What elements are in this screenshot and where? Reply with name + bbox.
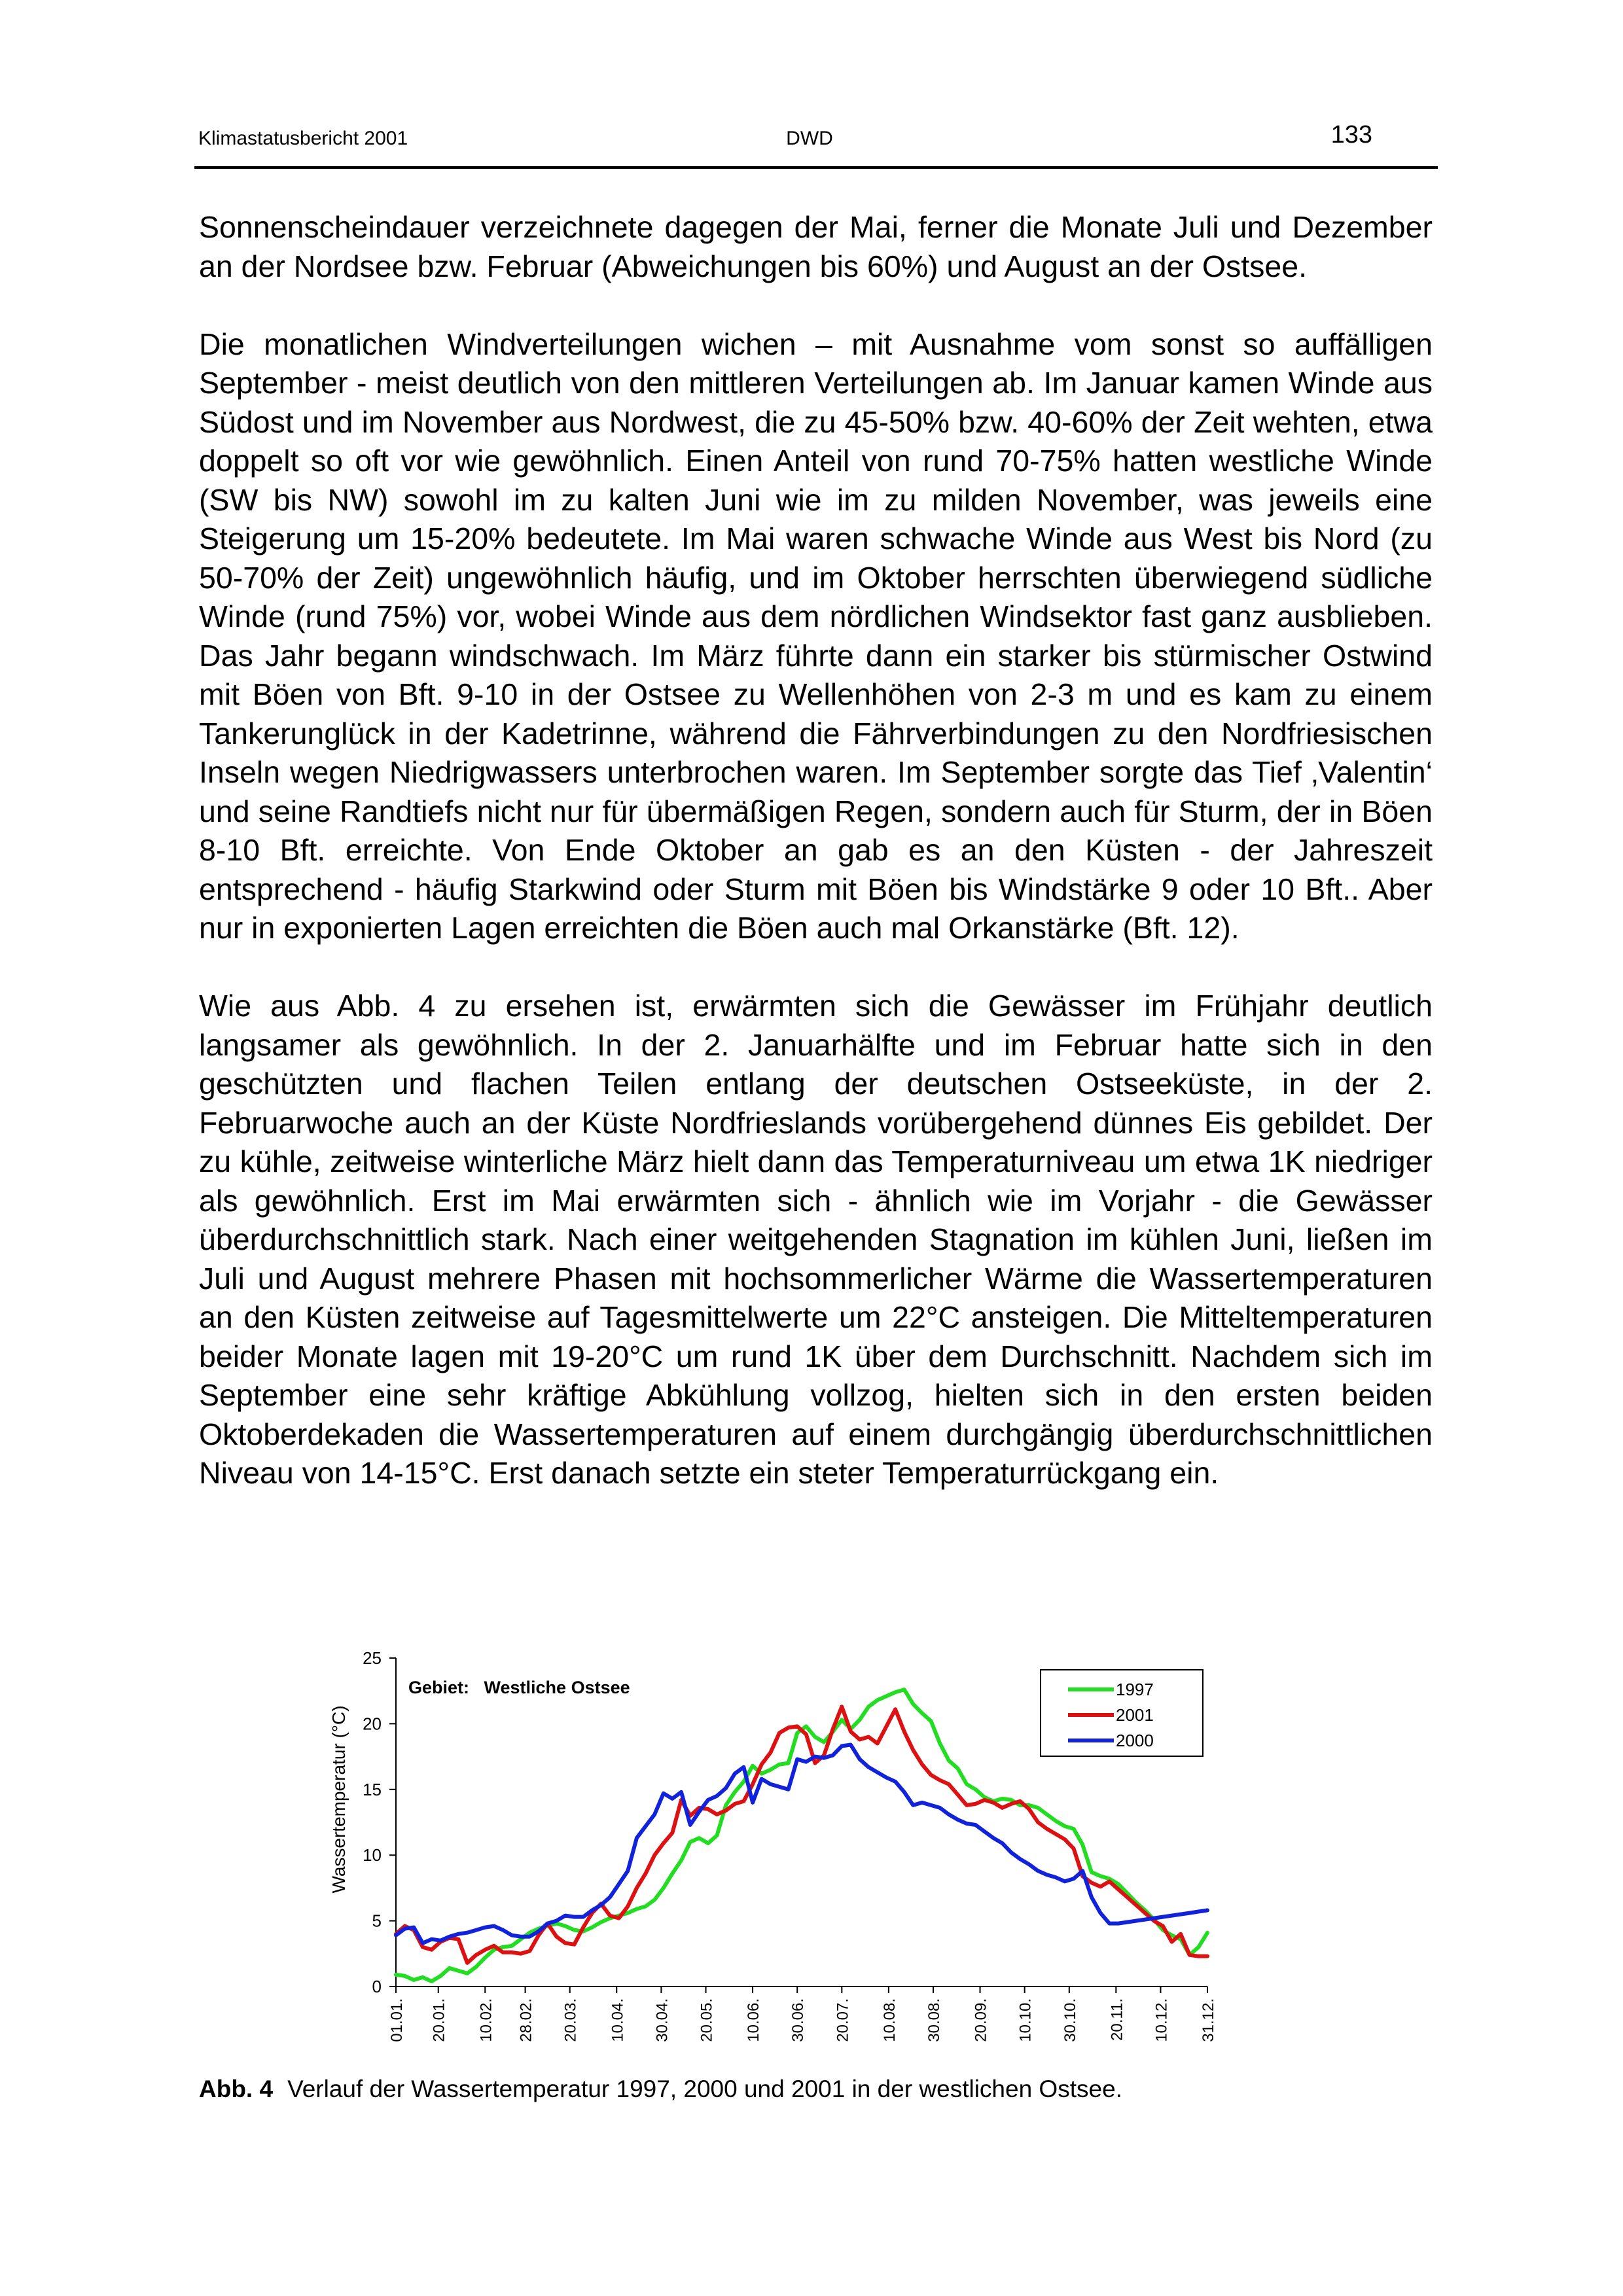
series-line-2000: [396, 1745, 1207, 1943]
x-tick-label: 30.08.: [925, 1998, 943, 2042]
x-tick-label: 10.10.: [1016, 1998, 1035, 2042]
y-axis-label: Wassertemperatur (°C): [329, 1705, 349, 1894]
paragraph: Sonnenscheindauer verzeichnete dagegen der Mai, ferner die Monate Juli und Dezember an der Nordsee bzw. Februar (Abweichungen bis 60%) und August an der Ostsee.: [199, 210, 1433, 283]
y-tick-label: 20: [363, 1714, 382, 1734]
x-tick-label: 28.02.: [517, 1998, 535, 2042]
x-tick-label: 10.12.: [1152, 1998, 1171, 2042]
page-number: 133: [1330, 121, 1372, 149]
x-tick-label: 10.06.: [745, 1998, 763, 2042]
report-title: Klimastatusbericht 2001: [198, 128, 408, 149]
x-tick-label: 30.10.: [1061, 1998, 1079, 2042]
figure-caption: [199, 2073, 1122, 2106]
y-tick-label: 15: [363, 1779, 382, 1799]
x-tick-label: 31.12.: [1200, 1998, 1217, 2042]
x-tick-label: 10.04.: [609, 1998, 627, 2042]
paragraph: Wie aus Abb. 4 zu ersehen ist, erwärmten sich die Gewässer im Frühjahr deutlich langsamer als gewöhnlich. In der 2. Januarhälfte und im Februar hatte sich in den geschützten und flachen Teilen entlang der deutschen Ostseeküste, in der 2. Februarwoche auch an der Küste Nordfrieslands vorübergehend dünnes Eis gebildet. Der zu kühle, zeitweise winterliche März hielt dann das Temperaturniveau um etwa 1K niedriger als gewöhnlich. Erst im Mai erwärmten sich - ähnlich wie im Vorjahr - die Gewässer überdurchschnittlich stark. Nach einer weitgehenden Stagnation im kühlen Juni, ließen im Juli und August mehrere Phasen mit hochsommerlicher Wärme die Wassertemperaturen an den Küsten zeitweise auf Tagesmittelwerte um 22°C ansteigen. Die Mitteltemperaturen beider Monate lagen mit 19-20°C um rund 1K über dem Durchschnitt. Nachdem sich im September eine sehr kräftige Abkühlung vollzog, hielten sich in den ersten beiden Oktoberdekaden die Wassertemperaturen auf einem durchgängig überdurchschnittlichen Niveau von 14-15°C. Erst danach setzte ein steter Temperaturrückgang ein.: [199, 989, 1433, 1490]
legend-label: 2001: [1116, 1705, 1154, 1725]
y-tick-label: 10: [363, 1845, 382, 1865]
x-tick-label: 30.04.: [653, 1998, 671, 2042]
y-tick-label: 25: [363, 1648, 382, 1668]
body-text: [199, 208, 1433, 1532]
chart-annotation: Gebiet: Westliche Ostsee: [408, 1678, 630, 1697]
legend-label: 2000: [1116, 1731, 1154, 1750]
x-tick-label: 30.06.: [789, 1998, 808, 2042]
legend-label: 1997: [1116, 1680, 1154, 1699]
water-temperature-chart: [321, 1642, 1237, 2061]
y-axis-ticks: [363, 1648, 396, 1996]
publisher: DWD: [786, 128, 833, 149]
x-tick-label: 10.08.: [880, 1998, 899, 2042]
page-header: [194, 116, 1438, 169]
x-tick-label: 20.01.: [430, 1998, 448, 2042]
x-tick-label: 20.03.: [562, 1998, 580, 2042]
paragraph: Die monatlichen Windverteilungen wichen – mit Ausnahme vom sonst so auffälligen September - meist deutlich von den mittleren Verteilungen ab. Im Januar kamen Winde aus Südost und im November aus Nordwest, die zu 45-50% bzw. 40-60% der Zeit wehten, etwa doppelt so oft vor wie gewöhnlich. Einen Anteil von rund 70-75% hatten westliche Winde (SW bis NW) sowohl im zu kalten Juni wie im zu milden November, was jeweils eine Steigerung um 15-20% bedeutete. Im Mai waren schwache Winde aus West bis Nord (zu 50-70% der Zeit) ungewöhnlich häufig, und im Oktober herrschten überwiegend südliche Winde (rund 75%) vor, wobei Winde aus dem nördlichen Windsektor fast ganz ausblieben. Das Jahr begann windschwach. Im März führte dann ein starker bis stürmischer Ostwind mit Böen von Bft. 9-10 in der Ostsee zu Wellenhöhen von 2-3 m und es kam zu einem Tankerunglück in der Kadetrinne, während die Fährverbindungen zu den Nordfriesischen Inseln wegen Niedrigwassers unterbrochen waren. Im September sorgte das Tief ‚Valentin‘ und seine Randtiefs nicht nur für übermäßigen Regen, sondern auch für Sturm, der in Böen 8-10 Bft. erreichte. Von Ende Oktober an gab es an den Küsten - der Jahreszeit entsprechend - häufig Starkwind oder Sturm mit Böen bis Windstärke 9 oder 10 Bft.. Aber nur in exponierten Lagen erreichten die Böen auch mal Orkanstärke (Bft. 12).: [199, 327, 1433, 945]
x-tick-label: 20.07.: [834, 1998, 852, 2042]
x-tick-label: 20.11.: [1108, 1998, 1126, 2041]
caption-label: Abb. 4: [199, 2075, 274, 2102]
y-tick-label: 5: [372, 1911, 382, 1931]
x-tick-label: 20.09.: [972, 1998, 990, 2042]
x-tick-label: 20.05.: [698, 1998, 716, 2042]
caption-text: Verlauf der Wassertemperatur 1997, 2000 und 2001 in der westlichen Ostsee.: [287, 2075, 1122, 2102]
figure: [321, 1642, 1237, 2064]
y-tick-label: 0: [372, 1977, 382, 1996]
x-axis-ticks: [388, 1987, 1217, 2042]
x-tick-label: 01.01.: [388, 1998, 406, 2042]
legend: [1041, 1670, 1203, 1756]
x-tick-label: 10.02.: [477, 1998, 495, 2042]
